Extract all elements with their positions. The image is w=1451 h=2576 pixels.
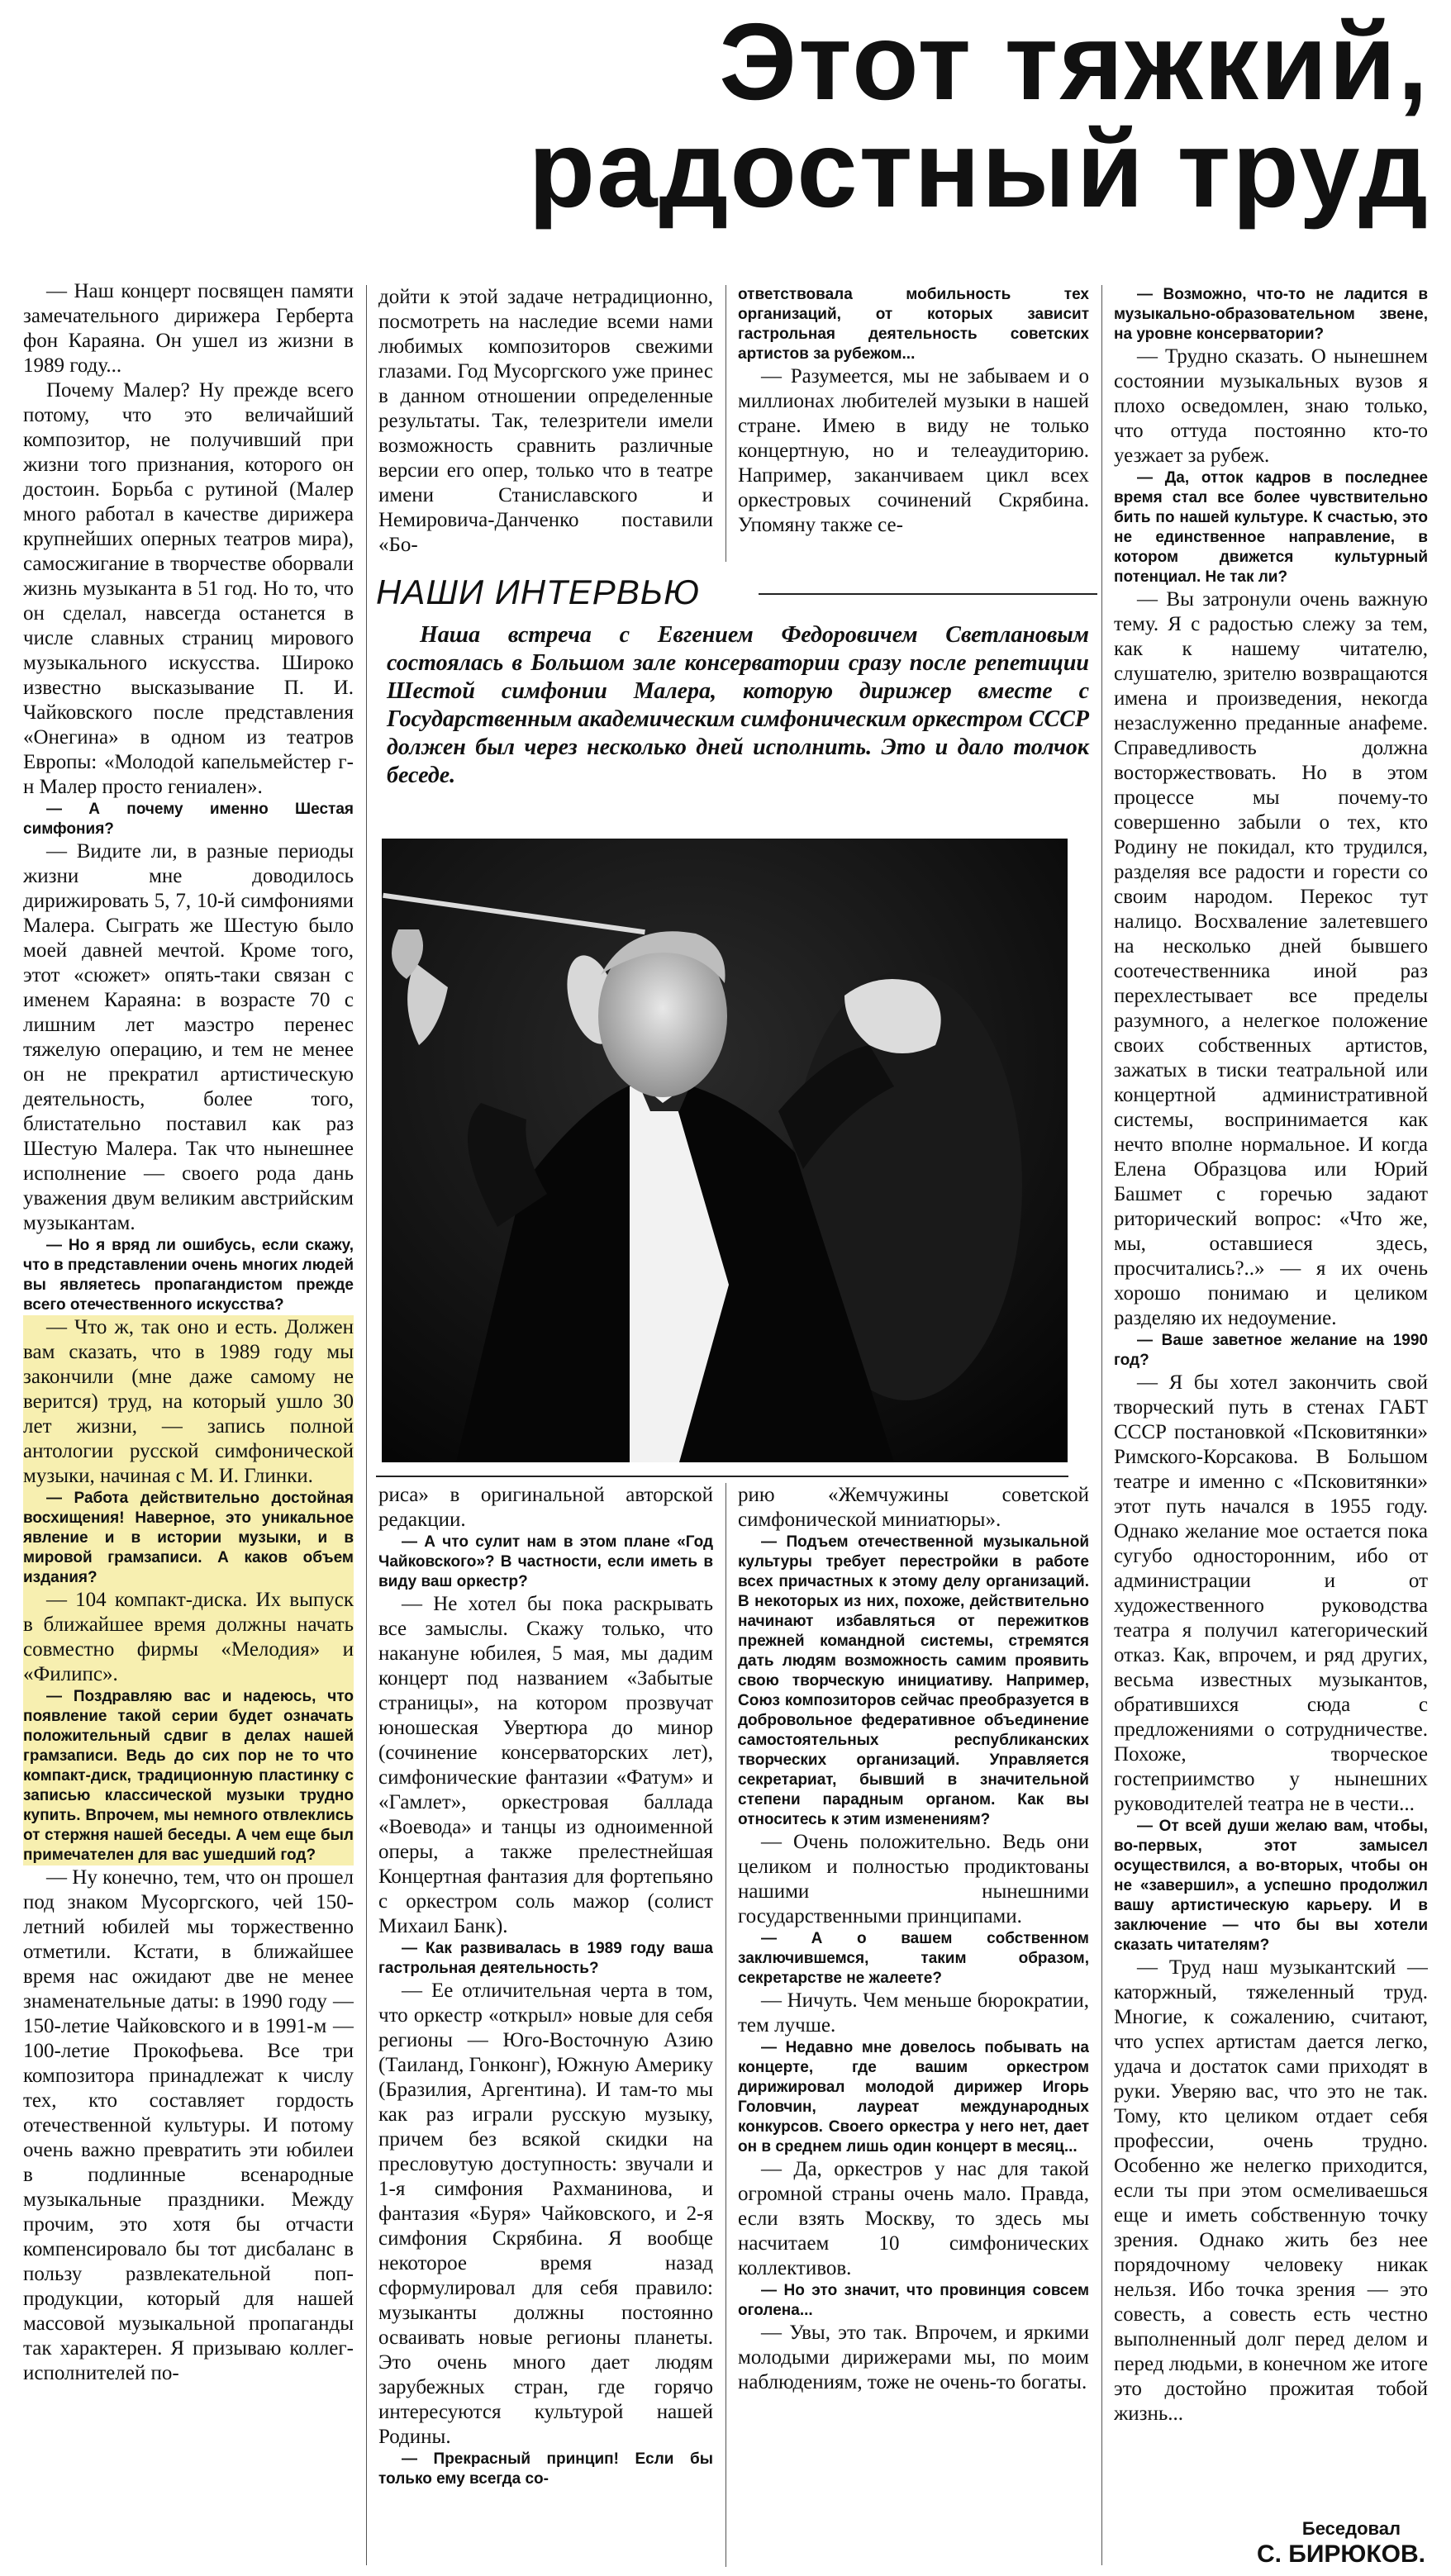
paragraph: — Работа действительно достойная восхищения! Наверное, это уникальное явление и в истории музыки, и в мировой грамзаписи. А каков объем издания?	[23, 1490, 354, 1586]
headline-line-2: радостный труд	[528, 108, 1430, 230]
rubric-rule	[759, 593, 1097, 595]
column-divider	[366, 285, 367, 2565]
paragraph: — Видите ли, в разные периоды жизни мне доводилось дирижировать 5, 7, 10-й симфониями Малера. Сыграть же Шестую было моей давней мечтой. Кроме того, этот «сюжет» опять-таки связан с именем Караяна: в возрасте 70 с лишним лет маэстро перенес тяжелую операцию, и тем не менее он не прекратил артистическую деятельность, более того, блистательно поставил как раз Шестую Малера. Так что нынешнее исполнение — своего рода дань уважения двум великим австрийским музыкантам.	[23, 840, 354, 1234]
paragraph: — Ничуть. Чем меньше бюрократии, тем лучше.	[738, 1989, 1089, 2037]
headline-line-1: Этот тяжкий,	[719, 1, 1430, 122]
paragraph: — Очень положительно. Ведь они целиком и полностью продиктованы нашими нынешними государственными принципами.	[738, 1831, 1089, 1927]
paragraph: — Да, оркестров у нас для такой огромной страны очень мало. Правда, если взять Москву, то здесь мы насчитаем 10 симфонических коллективов.	[738, 2158, 1089, 2279]
column-2-top	[378, 285, 713, 562]
paragraph: — Недавно мне довелось побывать на концерте, где вашим оркестром дирижировал молодой дирижер Игорь Головчин, лауреат международных конкурсов. Своего оркестра у него нет, дает он в среднем лишь один концерт в месяц...	[738, 2039, 1089, 2155]
paragraph: — Ваше заветное желание на 1990 год?	[1114, 1332, 1428, 1369]
section-rubric: НАШИ ИНТЕРВЬЮ	[376, 573, 701, 611]
paragraph: — Но я вряд ли ошибусь, если скажу, что в представлении очень многих людей вы являетесь пропагандистом прежде всего отечественного искусства?	[23, 1237, 354, 1314]
conductor-silhouette	[382, 839, 1068, 1462]
paragraph: — Ну конечно, тем, что он прошел под знаком Мусоргского, чей 150-летний юбилей мы торжественно отметили. Кстати, в ближайшее время нас ожидают две не менее знаменательные даты: в 1990 году — 150-летие Чайковского и в 1991-м — 100-летие Прокофьева. Все три композитора принадлежат к числу тех, кто составляет гордость отечественной культуры. И потому очень важно превратить эти юбилеи в подлинные всенародные музыкальные праздники. Между прочим, это хотя бы отчасти компенсировало бы тот дисбаланс в пользу развлекательной поп-продукции, который для нашей массовой музыкальной пропаганды так характерен. Я призываю коллег-исполнителей по-	[23, 1866, 354, 2384]
column-4	[1114, 285, 1428, 2512]
paragraph: — А о вашем собственном заключившемся, таким образом, секретарстве не жалеете?	[738, 1930, 1089, 1987]
paragraph: — Как развивалась в 1989 году ваша гастрольная деятельность?	[378, 1940, 713, 1977]
paragraph: — Прекрасный принцип! Если бы только ему всегда со-	[378, 2450, 713, 2488]
paragraph: Почему Малер? Ну прежде всего потому, что это величайший композитор, не получивший при жизни того признания, которого он достоин. Борьба с рутиной (Малер много работал в качестве дирижера крупнейших оперных театров мира), самосжигание в творчестве оборвали жизнь музыканта в 51 год. Но то, что он сделал, навсегда останется в числе славных страниц мирового музыкального искусства. Широко известно высказывание П. И. Чайковского после представления «Онегина» в одном из театров Европы: «Молодой капельмейстер г-н Малер просто гениален».	[23, 379, 354, 798]
column-1	[23, 279, 354, 2568]
column-2-bottom	[378, 1483, 713, 2567]
paragraph: — Да, отток кадров в последнее время стал все более чувствительно бить по нашей культуре. К счастью, это не единственное направление, в котором движется культурный потенциал. Не так ли?	[1114, 469, 1428, 586]
paragraph: риса» в оригинальной авторской редакции.	[378, 1484, 713, 1531]
paragraph: — Ее отличительная черта в том, что оркестр «открыл» новые для себя регионы — Юго-Восточную Азию (Таиланд, Гонконг), Южную Америку (Бразилия, Аргентина). И там-то мы как раз играли русскую музыку, причем без всякой скидки на пресловутую доступность: звучали и 1-я симфония Рахманинова, и фантазия «Буря» Чайковского, и 2-я симфония Скрябина. Я вообще некоторое время назад сформулировал для себя правило: музыканты должны постоянно осваивать новые регионы планеты. Это очень много дает людям зарубежных стран, где горячо интересуются культурой нашей Родины.	[378, 1980, 713, 2448]
paragraph: — 104 компакт-диска. Их выпуск в ближайшее время должны начать совместно фирмы «Мелодия» и «Филипс».	[23, 1589, 354, 1685]
signature	[1111, 2518, 1425, 2569]
headline	[215, 1, 1430, 230]
signature-label: Беседовал	[1301, 2518, 1401, 2539]
paragraph: — Поздравляю вас и надеюсь, что появление такой серии будет означать положительный сдвиг в делах нашей грамзаписи. Ведь до сих пор не то что компакт-диск, традиционную пластинку с записью классической музыки трудно купить. Впрочем, мы немного отвлеклись от стержня нашей беседы. А чем еще был примечателен для вас ушедший год?	[23, 1688, 354, 1864]
paragraph: — Возможно, что-то не ладится в музыкально-образовательном звене, на уровне консерватории?	[1114, 286, 1428, 343]
paragraph: ответствовала мобильность тех организаций, от которых зависит гастрольная деятельность советских артистов за рубежом...	[738, 286, 1089, 363]
column-3-bottom	[738, 1483, 1089, 2567]
lead-paragraph	[387, 621, 1089, 790]
paragraph: — А что сулит нам в этом плане «Год Чайковского»? В частности, если иметь в виду ваш оркестр?	[378, 1533, 713, 1590]
paragraph: — Подъем отечественной музыкальной культуры требует перестройки в работе всех причастных к этому делу организаций. В некоторых из них, похоже, действительно начинают избавляться от пережитков прежней командной системы, стремятся дать людям возможность самим проявить свою творческую инициативу. Например, Союз композиторов сейчас преобразуется в добровольное федеративное объединение самостоятельных республиканских творческих организаций. Управляется секретариат, бывший в значительной степени парадным органом. Как вы относитесь к этим изменениям?	[738, 1533, 1089, 1828]
paragraph: — Но это значит, что провинция совсем оголена...	[738, 2282, 1089, 2319]
paragraph: — А почему именно Шестая симфония?	[23, 801, 354, 838]
paragraph: — Труд наш музыкантский — каторжный, тяжеленный труд. Многие, к сожалению, считают, что успех артистам дается легко, удача и достаток сами приходят в руки. Уверяю вас, что это не так. Тому, кто целиком отдает себя профессии, очень трудно. Особенно же нелегко приходится, если ты при этом осмеливаешься еще и иметь собственную точку зрения. Однако жить без нее порядочному человеку никак нельзя. Ибо точка зрения — это совесть, а совесть есть честно выполненный долг перед делом и перед людьми, в конечном же итоге это достойно прожитая тобой жизнь...	[1114, 1956, 1428, 2425]
paragraph: — От всей души желаю вам, чтобы, во-первых, этот замысел осуществился, а во-вторых, чтобы он не «завершил», а успешно продолжил вашу артистическую карьеру. И в заключение — что бы вы хотели сказать читателям?	[1114, 1818, 1428, 1954]
conductor-photo	[382, 839, 1068, 1462]
paragraph: дойти к этой задаче нетрадиционно, посмотреть на наследие всеми нами любимых композиторов свежими глазами. Год Мусоргского уже принес в данном отношении определенные результаты. Так, телезрители имели возможность сравнить различные версии его опер, только что в театре имени Станиславского и Немировича-Данченко поставили «Бо-	[378, 286, 713, 556]
paragraph: — Вы затронули очень важную тему. Я с радостью слежу за тем, как к нашему читателю, слушателю, зрителю возвращаются имена и произведения, некогда незаслуженно преданные анафеме. Справедливость должна восторжествовать. Но в этом процессе мы почему-то совершенно забыли о тех, кто Родину не покидал, кто трудился, разделяя все радости и горести со своим народом. Перекос тут налицо. Восхваление залетевшего на несколько дней бывшего соотечественника иной раз перехлестывает все пределы разумного, а нелегкое положение своих собственных артистов, зажатых в тиски театральной или концертной административной системы, воспринимается как нечто вполне нормальное. И когда Елена Образцова или Юрий Башмет с горечью задают риторический вопрос: «Что же, мы, оставшиеся здесь, просчитались?..» — я их очень хорошо понимаю и целиком разделяю их недоумение.	[1114, 588, 1428, 1329]
paragraph: — Наш концерт посвящен памяти замечательного дирижера Герберта фон Караяна. Он ушел из жизни в 1989 году...	[23, 280, 354, 377]
paragraph: — Увы, это так. Впрочем, и яркими молодыми дирижерами мы, по моим наблюдениям, тоже не очень-то богаты.	[738, 2322, 1089, 2393]
paragraph: рию «Жемчужины советской симфонической миниатюры».	[738, 1484, 1089, 1531]
paragraph: — Разумеется, мы не забываем и о миллионах любителей музыки в нашей стране. Имею в виду не только концертную, но и телеаудиторию. Например, заканчиваем цикл всех оркестровых сочинений Скрябина. Упомяну также се-	[738, 365, 1089, 536]
column-3-top	[738, 285, 1089, 562]
signature-name: С. БИРЮКОВ.	[1256, 2540, 1425, 2568]
paragraph: — Я бы хотел закончить свой творческий путь в стенах ГАБТ СССР постановкой «Псковитянки» Римского-Корсакова. В Большом театре и именно с «Псковитянки» этот путь начался в 1955 году. Однако желание мое остается пока сугубо односторонним, ибо от администрации и от художественного руководства театра я получил категорический отказ. Как, впрочем, и ряд других, весьма известных музыкантов, обратившихся сюда с предложениями о сотрудничестве. Похоже, творческое гостеприимство у нынешних руководителей театра не в чести...	[1114, 1371, 1428, 1815]
lead-text: Наша встреча с Евгением Федоровичем Светлановым состоялась в Большом зале консерватории сразу после репетиции Шестой симфонии Малера, которую дирижер вместе с Государственным академическим симфоническим оркестром СССР должен был через несколько дней исполнить. Это и дало толчок беседе.	[387, 622, 1089, 788]
paragraph: — Не хотел бы пока раскрывать все замыслы. Скажу только, что накануне юбилея, 5 мая, мы дадим концерт под названием «Забытые страницы», на котором прозвучат юношеская Увертюра до минор (сочинение консерваторских лет), симфонические фантазии «Фатум» и «Гамлет», оркестровая баллада «Воевода» и танцы из одноименной оперы, а также прелестнейшая Концертная фантазия для фортепьяно с оркестром соль мажор (солист Михаил Банк).	[378, 1593, 713, 1937]
photo-rule	[376, 1476, 1068, 1477]
column-divider	[1101, 285, 1102, 2565]
paragraph: — Что ж, так оно и есть. Должен вам сказать, что в 1989 году мы закончили (мне даже самому не верится) труд, на который ушло 30 лет жизни, — запись полной антологии русской симфонической музыки, начиная с М. И. Глинки.	[23, 1316, 354, 1487]
paragraph: — Трудно сказать. О нынешнем состоянии музыкальных вузов я плохо осведомлен, знаю только, что оттуда постоянно кто-то уезжает за рубеж.	[1114, 345, 1428, 467]
